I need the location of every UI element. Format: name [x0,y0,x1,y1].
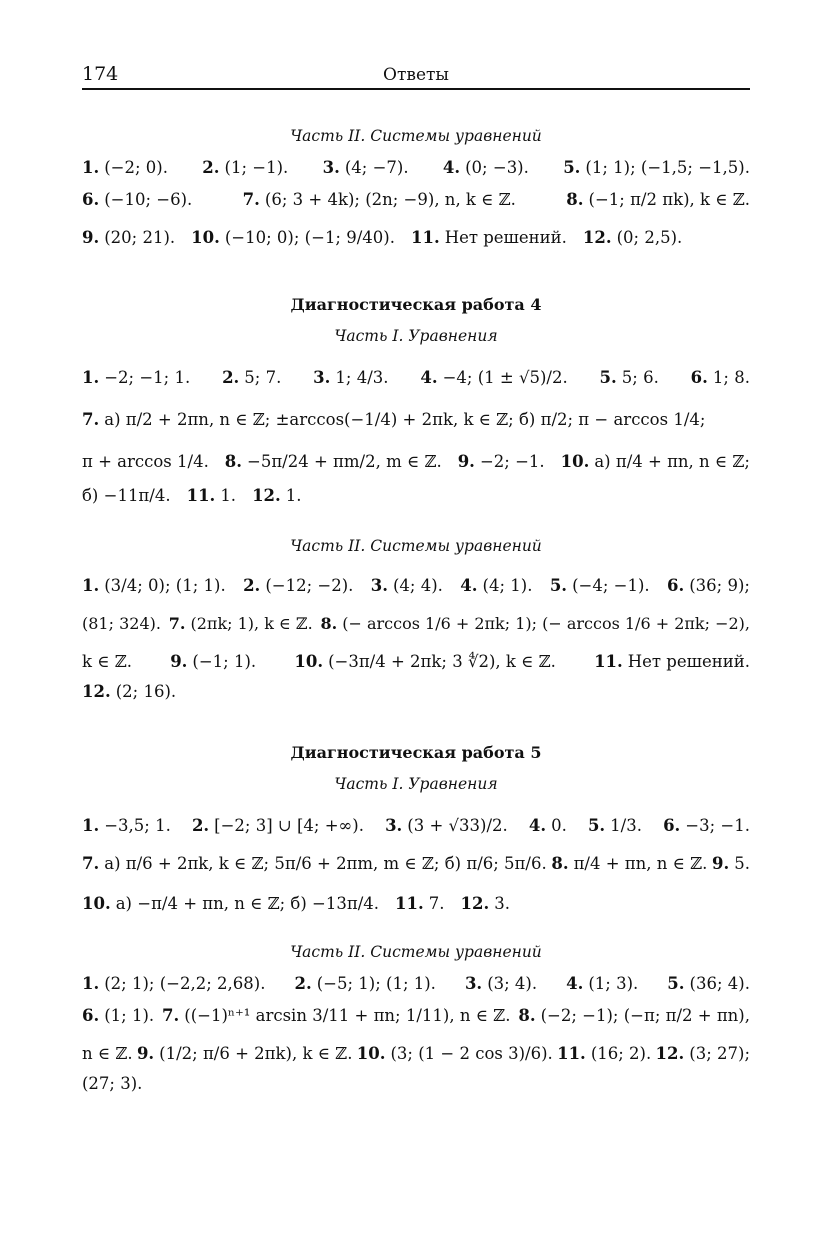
answer-item: 5. (36; 4). [667,974,750,993]
answer-item: 10. а) π/4 + πn, n ∈ ℤ; [560,452,750,471]
answer-item: 10. (−3π/4 + 2πk; 3 ∜2), k ∈ ℤ. [294,652,556,671]
answer-item: 1. (3/4; 0); (1; 1). [82,576,226,595]
answer-item: 6. (−10; −6). [82,190,193,209]
answer-item: 5. 5; 6. [599,368,659,387]
answer-item: 8. (− arccos 1/6 + 2πk; 1); (− arccos 1/6 + 2πk; −2), [320,614,750,633]
answer-item: 4. 0. [528,816,567,835]
answer-item: 4. (4; 1). [460,576,533,595]
running-title: Ответы [383,65,449,85]
answer-item: k ∈ ℤ. [82,652,132,671]
answer-line [82,884,750,924]
section-heading: Диагностическая работа 4 [290,295,542,314]
answer-item: 10. а) −π/4 + πn, n ∈ ℤ; б) −13π/4. [82,894,380,913]
answer-item: 9. (1/2; π/6 + 2πk), k ∈ ℤ. [136,1044,353,1063]
answer-item: 9. (−1; 1). [170,652,257,671]
answer-item: 1. (−2; 0). [82,158,168,177]
answer-line [82,672,750,712]
answer-item: 7. (6; 3 + 4k); (2n; −9), n, k ∈ ℤ. [242,190,516,209]
answer-item: 5. (1; 1); (−1,5; −1,5). [563,158,750,177]
answer-item: 3. (4; 4). [370,576,443,595]
answer-item: 2. 5; 7. [222,368,282,387]
answer-line [82,844,750,884]
page-number: 174 [82,63,119,85]
answer-line [82,1064,750,1104]
answer-line [82,806,750,846]
answer-item: 6. (36; 9); [667,576,750,595]
answer-item: 8. π/4 + πn, n ∈ ℤ. [551,854,708,873]
answer-item: π + arccos 1/4. [82,452,209,471]
answer-item: 11. (16; 2). [557,1044,652,1063]
answer-line [82,996,750,1036]
subheading: Часть II. Системы уравнений [290,943,542,961]
answer-item: 4. (0; −3). [442,158,529,177]
answer-item: 11. 1. [186,486,237,505]
answer-item: 8. (−2; −1); (−π; π/2 + πn), [518,1006,750,1025]
answer-line [82,566,750,606]
answer-item: 2. (−12; −2). [243,576,354,595]
answer-item: 12. (2; 16). [82,682,177,701]
answer-item: (81; 324). [82,614,161,633]
answer-item: 8. (−1; π/2 πk), k ∈ ℤ. [566,190,750,209]
answer-item: 7. (2πk; 1), k ∈ ℤ. [168,614,313,633]
answer-line [82,476,750,516]
answer-item: 12. 3. [460,894,510,913]
answer-item: 11. 7. [395,894,445,913]
answer-item: 7. а) π/6 + 2πk, k ∈ ℤ; 5π/6 + 2πm, m ∈ ℤ; б) π/6; 5π/6. [82,854,547,873]
answer-item: 7. а) π/2 + 2πn, n ∈ ℤ; ±arccos(−1/4) + 2πk, k ∈ ℤ; б) π/2; π − arccos 1/4; [82,410,706,429]
answer-item: 4. (1; 3). [566,974,639,993]
answer-item: 2. (1; −1). [202,158,289,177]
answer-item: 10. (3; (1 − 2 cos 3)/6). [356,1044,553,1063]
answer-item: 2. (−5; 1); (1; 1). [294,974,436,993]
answer-item: 4. −4; (1 ± √5)/2. [420,368,568,387]
subheading: Часть II. Системы уравнений [290,127,542,145]
answer-item: 11. Нет решений. [594,652,750,671]
answer-item: 6. −3; −1. [663,816,750,835]
answer-item: 5. 1/3. [587,816,642,835]
subheading: Часть I. Уравнения [334,775,498,793]
answer-item: 6. (1; 1). [82,1006,155,1025]
answer-line [82,604,750,644]
section-heading: Диагностическая работа 5 [290,743,542,762]
answer-item: 5. (−4; −1). [549,576,650,595]
answer-item: 8. −5π/24 + πm/2, m ∈ ℤ. [224,452,442,471]
answer-item: 10. (−10; 0); (−1; 9/40). [191,228,395,247]
answer-item: б) −11π/4. [82,486,171,505]
answer-item: 12. 1. [252,486,302,505]
answer-item: 7. ((−1)ⁿ⁺¹ arcsin 3/11 + πn; 1/11), n ∈ ℤ. [162,1006,511,1025]
answer-item: 3. 1; 4/3. [313,368,389,387]
answer-item: 1. (2; 1); (−2,2; 2,68). [82,974,266,993]
answer-item: (27; 3). [82,1074,143,1093]
answer-item: 3. (3; 4). [464,974,538,993]
answer-item: 11. Нет решений. [410,228,567,247]
answer-item: n ∈ ℤ. [82,1044,133,1063]
answer-item: 1. −2; −1; 1. [82,368,191,387]
answer-item: 2. [−2; 3] ∪ [4; +∞). [191,816,364,835]
answer-line [82,218,750,258]
answer-line [82,400,750,440]
answer-item: 12. (0; 2,5). [582,228,683,247]
answer-item: 9. (20; 21). [82,228,176,247]
answer-line [82,180,750,220]
page-header [82,62,750,90]
answer-line [82,358,750,398]
subheading: Часть I. Уравнения [334,327,498,345]
answer-item: 6. 1; 8. [690,368,750,387]
answer-item: 9. −2; −1. [457,452,545,471]
answer-item: 3. (4; −7). [322,158,409,177]
answer-item: 3. (3 + √33)/2. [385,816,508,835]
answer-item: 1. −3,5; 1. [82,816,171,835]
answer-item: 9. 5. [712,854,750,873]
subheading: Часть II. Системы уравнений [290,537,542,555]
answer-item: 12. (3; 27); [655,1044,750,1063]
